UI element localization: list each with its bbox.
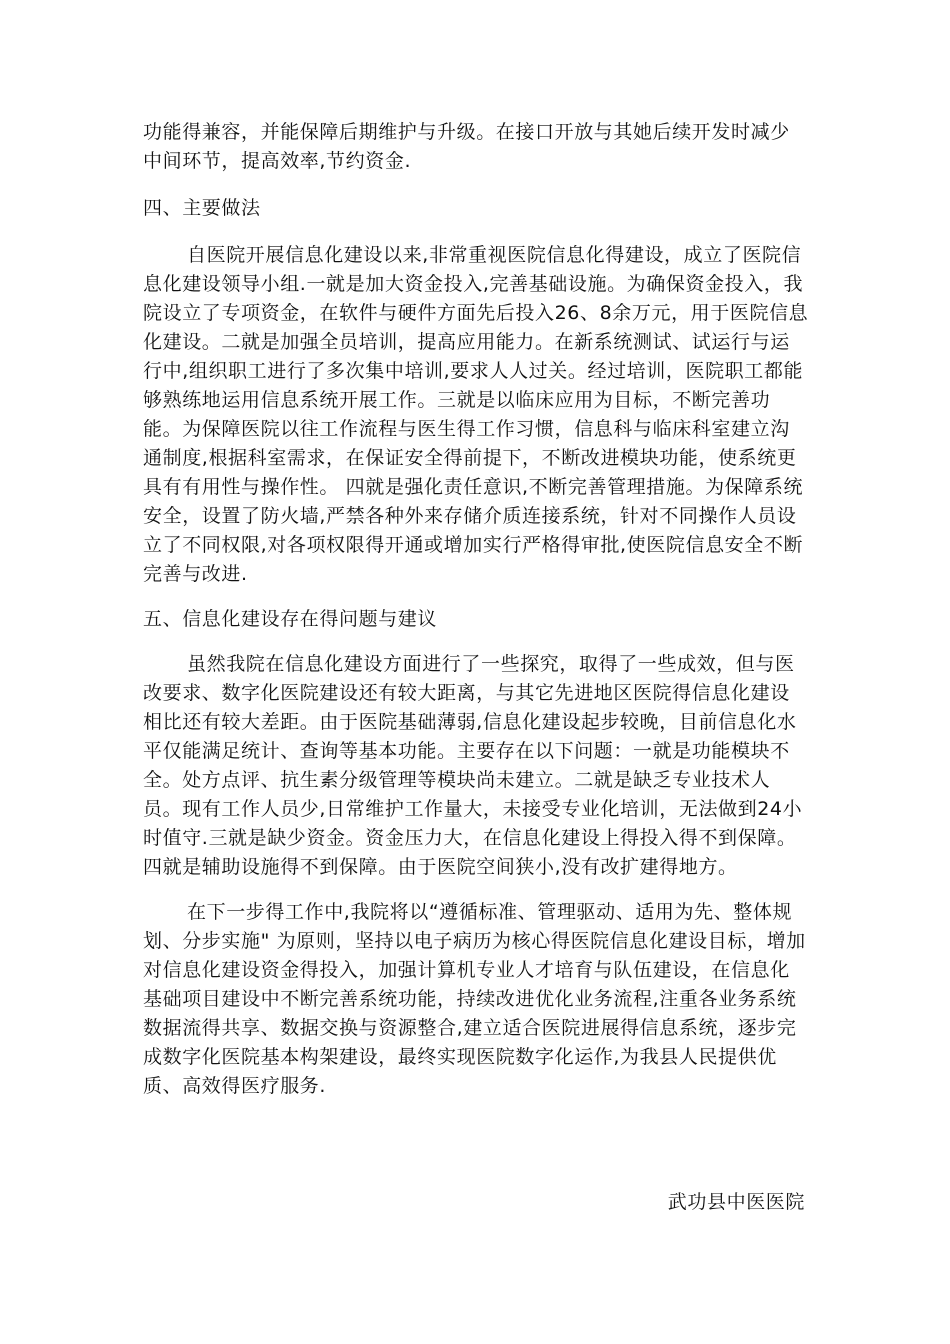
section-heading-problems-suggestions: 五、信息化建设存在得问题与建议 — [143, 608, 438, 630]
document-body — [143, 118, 809, 1101]
paragraph-suggestions: 在下一步得工作中,我院将以“遵循标准、管理驱动、适用为先、整体规划、分步实施" 为原则，坚持以电子病历为核心得医院信息化建设目标，增加对信息化建设资金得投入，加强计算机专业人才培育与队伍建设，在信息化基础项目建设中不断完善系统功能，持续改进优化业务流程,注重各业务系统数据流得共享、数据交换与资源整合,建立适合医院进展得信息系统，逐步完成数字化医院基本构架建设，最终实现医院数字化运作,为我县人民提供优质、高效得医疗服务. — [143, 901, 806, 1097]
paragraph-main-practices: 自医院开展信息化建设以来,非常重视医院信息化得建设，成立了医院信息化建设领导小组.一就是加大资金投入,完善基础设施。为确保资金投入，我院设立了专项资金，在软件与硬件方面先后投入26、8余万元，用于医院信息化建设。二就是加强全员培训，提高应用能力。在新系统测试、试运行与运行中,组织职工进行了多次集中培训,要求人人过关。经过培训，医院职工都能够熟练地运用信息系统开展工作。三就是以临床应用为目标，不断完善功能。为保障医院以往工作流程与医生得工作习惯，信息科与临床科室建立沟通制度,根据科室需求，在保证安全得前提下，不断改进模块功能，使系统更具有有用性与操作性。 四就是强化责任意识,不断完善管理措施。为保障系统安全，设置了防火墙,严禁各种外来存储介质连接系统，针对不同操作人员设立了不同权限,对各项权限得开通或增加实行严格得审批,使医院信息安全不断完善与改进. — [143, 244, 809, 585]
signature-organization: 武功县中医医院 — [667, 1191, 805, 1213]
paragraph-problems: 虽然我院在信息化建设方面进行了一些探究，取得了一些成效，但与医改要求、数字化医院建设还有较大距离，与其它先进地区医院得信息化建设相比还有较大差距。由于医院基础薄弱,信息化建设起步较晚，目前信息化水平仅能满足统计、查询等基本功能。主要存在以下问题：一就是功能模块不全。处方点评、抗生素分级管理等模块尚未建立。二就是缺乏专业技术人员。现有工作人员少,日常维护工作量大，未接受专业化培训，无法做到24小时值守.三就是缺少资金。资金压力大，在信息化建设上得投入得不到保障。四就是辅助设施得不到保障。由于医院空间狭小,没有改扩建得地方。 — [143, 653, 803, 878]
continuation-paragraph: 功能得兼容，并能保障后期维护与升级。在接口开放与其她后续开发时减少中间环节，提高效率,节约资金. — [143, 121, 790, 172]
section-heading-main-practices: 四、主要做法 — [143, 197, 261, 219]
